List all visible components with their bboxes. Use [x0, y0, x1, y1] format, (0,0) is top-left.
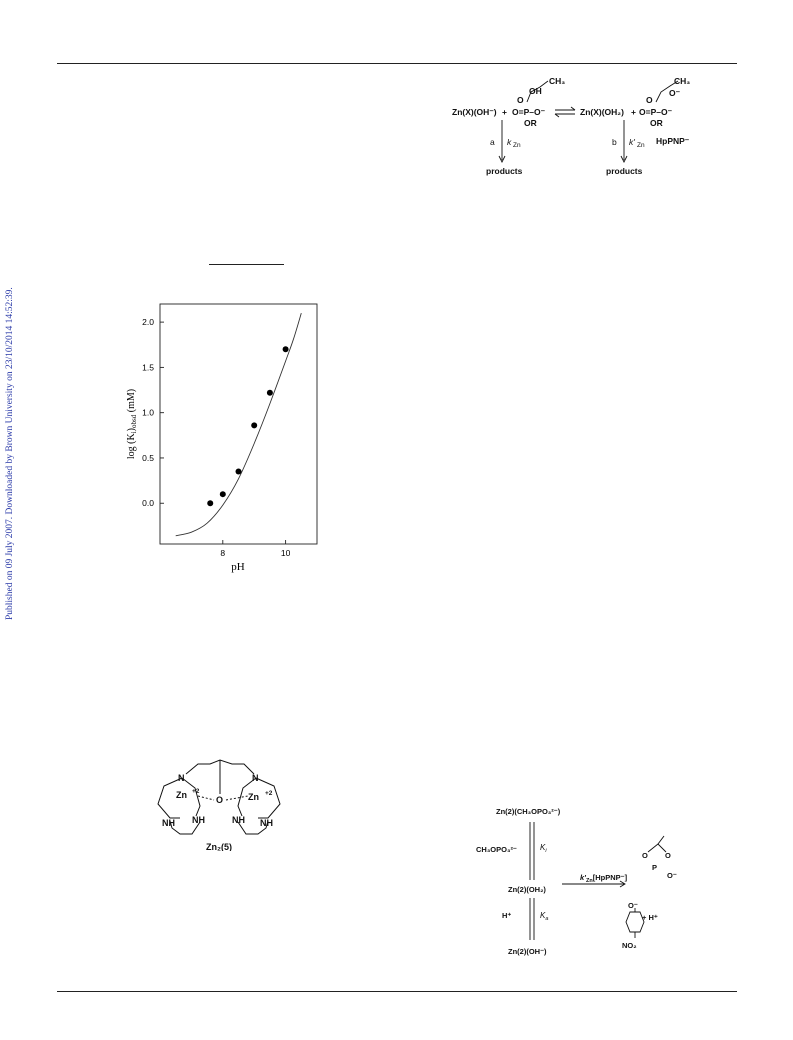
right-nh-2: NH — [260, 818, 273, 828]
data-point — [207, 500, 213, 506]
y-tick-label: 1.5 — [142, 362, 154, 373]
cyclic-o-right: O — [665, 851, 671, 860]
y-axis-ticks — [142, 317, 164, 508]
phosphate-o-top: O — [517, 95, 524, 105]
phosphate-or: OR — [524, 118, 537, 128]
x-axis-ticks — [220, 540, 290, 558]
data-point — [267, 390, 273, 396]
y-label-paren: ) — [126, 427, 137, 432]
phenolate-oxygen: O⁻ — [628, 901, 638, 910]
rate-constant-bracket — [580, 873, 628, 884]
zn-aqua-species: Zn(X)(OH₂) — [580, 107, 624, 117]
alkoxide-label: O⁻ — [669, 88, 681, 98]
ka-sub: a — [545, 916, 549, 922]
zn-o-bond-right — [226, 796, 248, 800]
ki-sub: i — [545, 848, 547, 854]
download-watermark-text: Published on 09 July 2007. Downloaded by Brown University on 23/10/2014 14:52:39. — [5, 287, 15, 620]
y-axis-label — [126, 389, 138, 459]
right-zn-charge: +2 — [265, 790, 273, 797]
left-nh-2: NH — [192, 815, 205, 825]
zn-o-bond-left — [198, 796, 214, 800]
cyclic-o-minus: O⁻ — [667, 871, 677, 880]
x-tick-label: 10 — [280, 548, 291, 558]
left-n-atom: N — [178, 773, 185, 783]
right-ring-bond-a — [256, 778, 280, 818]
substrate-label: HpPNP⁻ — [656, 136, 690, 146]
data-point — [283, 346, 289, 352]
right-zn-atom: Zn — [248, 792, 259, 802]
nitro-group: NO₂ — [622, 941, 637, 950]
plus-sign: + — [502, 107, 507, 117]
x-axis-label: pH — [231, 561, 245, 573]
proton-label: H⁺ — [502, 911, 512, 920]
right-nh-1: NH — [232, 815, 245, 825]
left-nh-1: NH — [162, 818, 175, 828]
y-label-main: log (K — [126, 433, 137, 460]
plus-sign-right: + — [631, 107, 636, 117]
y-tick-label: 2.0 — [142, 317, 154, 328]
path-b-rate-sub: Zn — [637, 142, 645, 149]
ki-symbol: K — [540, 843, 546, 852]
scheme-zn2-equilibria — [470, 800, 710, 960]
phosphate-or-right: OR — [650, 118, 663, 128]
footer-rule — [57, 991, 737, 992]
data-points — [207, 346, 288, 506]
y-label-sub: i — [130, 431, 138, 434]
bridging-oxygen: O — [216, 795, 224, 805]
phosphate-bound-species: Zn(2)(CH₃OPO₃²⁻) — [496, 807, 561, 816]
compound-label: Zn₂(5) — [206, 842, 232, 851]
methyl-branch — [658, 836, 664, 844]
header-rule — [57, 63, 737, 64]
cyclic-p: P — [652, 863, 658, 872]
y-label-unit: (mM) — [126, 388, 137, 415]
rate-constant-conc: [HpPNP⁻] — [592, 873, 628, 882]
ki-label — [540, 843, 547, 854]
methylphosphate-ligand: CH₃OPO₃²⁻ — [476, 845, 517, 854]
rate-constant-label: k' — [580, 873, 586, 882]
cyclic-ring-bonds — [648, 844, 666, 852]
data-point — [220, 491, 226, 497]
hydroxyl-label: OH — [529, 86, 542, 96]
ka-label — [540, 911, 548, 922]
logk-vs-ph-chart — [110, 292, 330, 582]
fit-curve — [176, 313, 302, 536]
products-left: products — [486, 166, 523, 176]
table-rule-fragment — [209, 264, 284, 265]
methyl-label-right: CH₃ — [674, 76, 691, 86]
data-point — [251, 422, 257, 428]
data-point — [236, 469, 242, 475]
hydroxide-species: Zn(2)(OH⁻) — [508, 947, 547, 956]
phosphate-o-top-right: O — [646, 95, 653, 105]
phosphate-fragment-right: O=P–O⁻ — [639, 107, 673, 117]
rate-constant-sub: Zn — [585, 878, 593, 884]
right-n-atom: N — [252, 773, 259, 783]
zn2-complex-structure — [150, 756, 310, 851]
y-label-sub2: obsd — [130, 414, 138, 428]
zn-hydroxide-species: Zn(X)(OH⁻) — [452, 107, 497, 117]
path-a-rate: k — [507, 137, 512, 147]
y-tick-label: 0.5 — [142, 452, 154, 463]
left-zn-charge: +2 — [192, 788, 200, 795]
nitrophenolate-ring — [626, 912, 644, 932]
cyclic-o-left: O — [642, 851, 648, 860]
phosphate-fragment: O=P–O⁻ — [512, 107, 546, 117]
path-b-label: b — [612, 137, 617, 147]
ka-symbol: K — [540, 911, 546, 920]
products-right: products — [606, 166, 643, 176]
product-proton: + H⁺ — [642, 913, 658, 922]
y-tick-label: 0.0 — [142, 498, 154, 509]
path-a-label: a — [490, 137, 495, 147]
aqua-species: Zn(2)(OH₂) — [508, 885, 546, 894]
path-a-rate-sub: Zn — [513, 142, 521, 149]
methyl-label: CH₃ — [549, 76, 566, 86]
x-tick-label: 8 — [220, 548, 226, 558]
y-tick-label: 1.0 — [142, 407, 154, 418]
scheme-hydrolysis-pathways — [444, 72, 714, 182]
path-b-rate: k' — [629, 137, 635, 147]
left-zn-atom: Zn — [176, 790, 187, 800]
